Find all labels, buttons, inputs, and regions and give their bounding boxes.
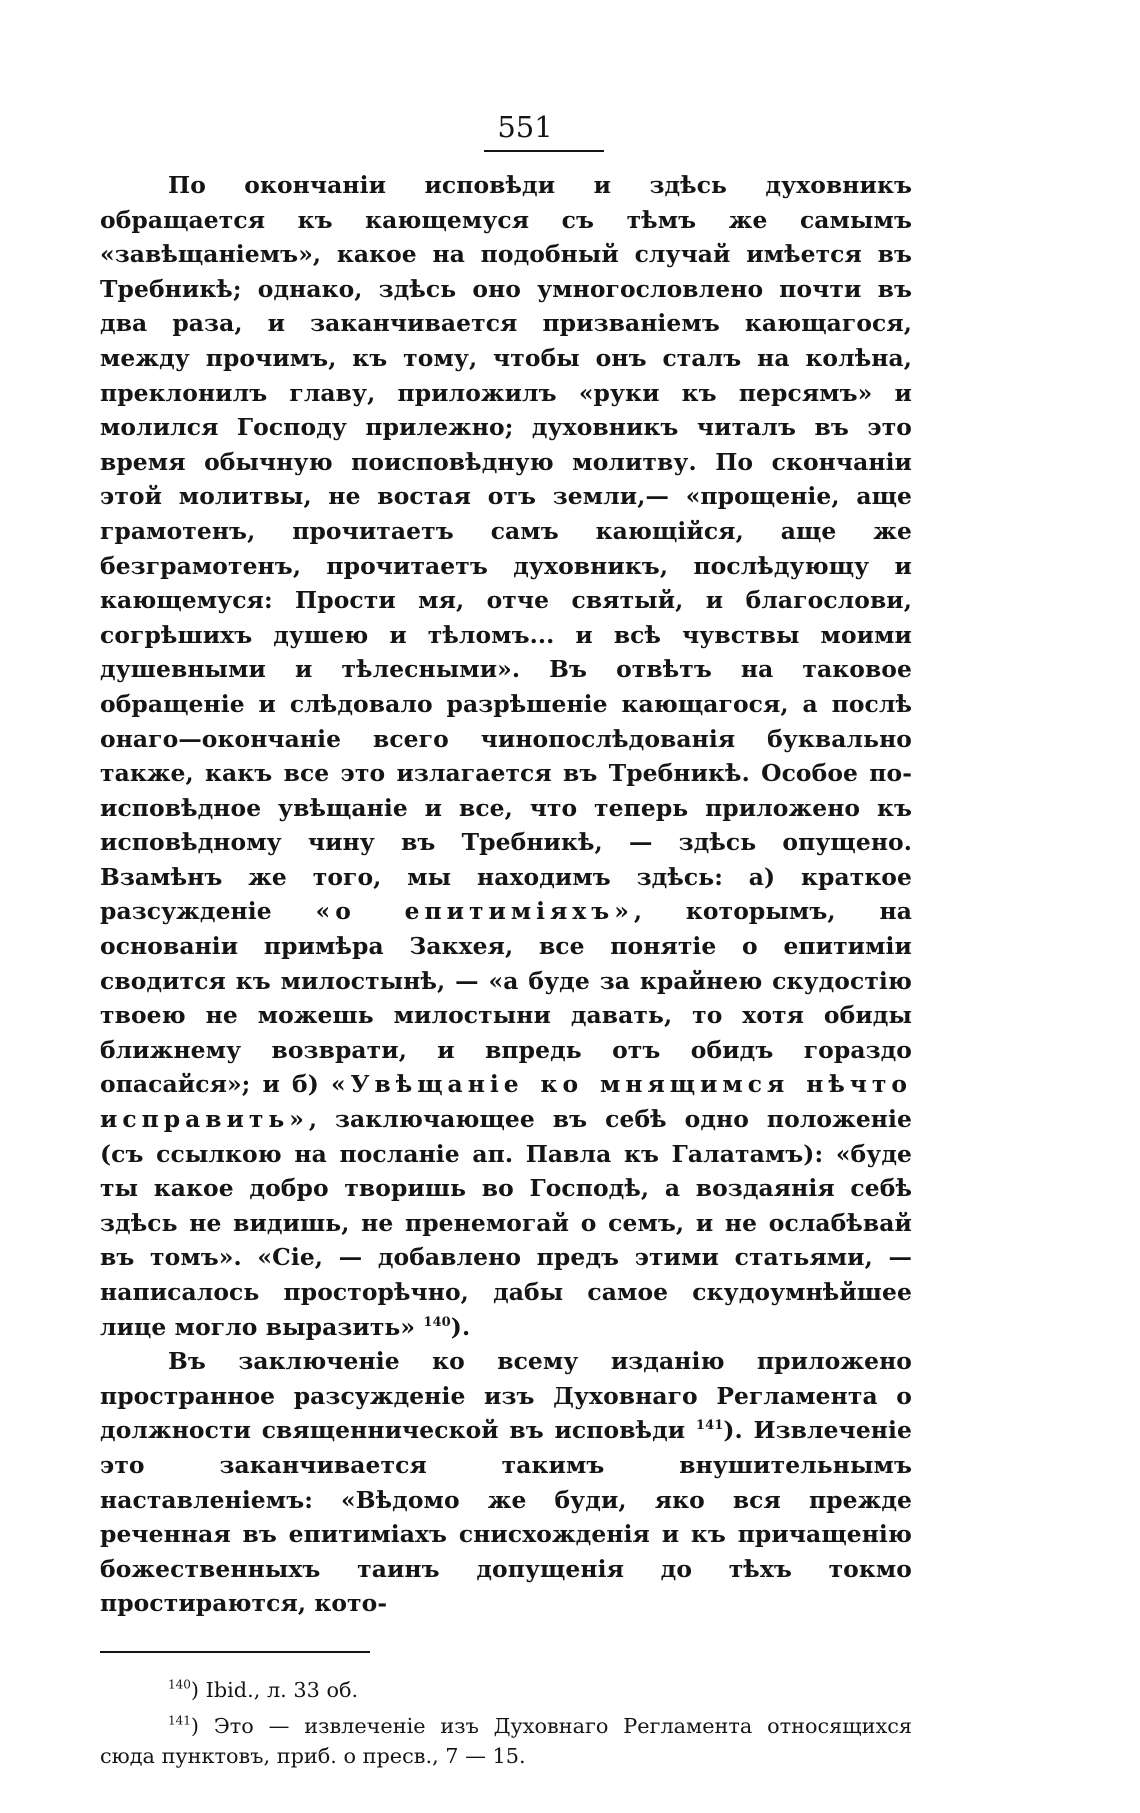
paragraph-confession-ending	[100, 168, 912, 1344]
body-text	[100, 168, 912, 1621]
text-run: , заключающее въ себѣ одно положеніе (съ ссылкою на посланіе ап. Павла къ Галатамъ): «буде ты какое добро творишь во Господѣ, а воздаянія себѣ здѣсь не видишь, не пренемогай о семъ, и не ослабѣвай въ томъ». «Сіе, — добавлено предъ этими статьями, — написалось просторѣчно, дабы самое скудоумнѣйшее лице могло выразить»	[100, 1105, 912, 1341]
text-run: По окончаніи исповѣди и здѣсь духовникъ обращается къ кающемуся съ тѣмъ же самымъ «завѣщаніемъ», какое на подобный случай имѣется въ Требникѣ; однако, здѣсь оно умногословлено почти въ два раза, и заканчивается призваніемъ кающагося, между прочимъ, къ тому, чтобы онъ сталъ на колѣна, преклонилъ главу, приложилъ «руки къ персямъ» и молился Господу прилежно; духовникъ читалъ въ это время обычную поисповѣдную молитву. По скончаніи этой молитвы, не востая отъ земли,— «прощеніе, аще грамотенъ, прочитаетъ самъ кающійся, аще же безграмотенъ, прочитаетъ духовникъ, послѣдующу и кающемуся: Прости мя, отче святый, и благослови, согрѣшихъ душею и тѣломъ... и всѣ чувствы моими душевными и тѣлесными». Въ отвѣтъ на таковое обращеніе и слѣдовало разрѣшеніе кающагося, а послѣ онаго—окончаніе всего чинопослѣдованія буквально также, какъ все это излагается въ Требникѣ. Особое по-исповѣдное увѣщаніе и все, что теперь приложено къ исповѣдному чину въ Требникѣ, — здѣсь опущено. Взамѣнъ же того, мы находимъ здѣсь: а) краткое разсужденіе	[100, 171, 912, 926]
footnote-mark: 140	[168, 1677, 191, 1692]
footnote-mark: 141	[168, 1713, 191, 1728]
footnote-141	[100, 1711, 912, 1771]
footnote-ref-141: 141	[695, 1418, 724, 1434]
spaced-title-uveshchanie: «Увѣщаніе ко мнящимся нѣчто исправить»	[100, 1070, 912, 1134]
footnote-text: ) Это — извлеченіе изъ Духовнаго Регламента относящихся сюда пунктовъ, приб. о пресв., 7 — 15.	[100, 1713, 912, 1768]
page-number: 551	[497, 110, 553, 144]
paragraph-conclusion	[100, 1344, 912, 1621]
book-page	[100, 110, 912, 1777]
footnotes	[100, 1675, 912, 1771]
spaced-title-epitimii: «о епитиміяхъ»	[315, 897, 634, 926]
page-number-rule	[484, 150, 604, 152]
text-run: , которымъ, на основаніи примѣра Закхея, все понятіе о епитиміи сводится къ милостынѣ, — «а буде за крайнею скудостію твоею не можешь милостыни давать, то хотя обиды ближнему возврати, и впредь отъ обидъ гораздо опасайся»; и б)	[100, 897, 912, 1099]
footnote-text: ) Ibid., л. 33 об.	[190, 1677, 359, 1702]
text-run: ).	[450, 1312, 471, 1341]
footnote-ref-140: 140	[423, 1314, 451, 1330]
footnote-separator	[100, 1651, 370, 1653]
text-run: ). Извлеченіе это заканчивается такимъ внушительнымъ наставленіемъ: «Вѣдомо же буди, яко вся прежде реченная въ епитиміахъ снисхожденія и къ причащенію божественныхъ таинъ допущенія до тѣхъ токмо простираются, кото-	[100, 1416, 912, 1618]
footnote-140	[100, 1675, 912, 1705]
text-run: Въ заключеніе ко всему изданію приложено пространное разсужденіе изъ Духовнаго Регламента о должности священнической въ исповѣди	[100, 1347, 912, 1445]
